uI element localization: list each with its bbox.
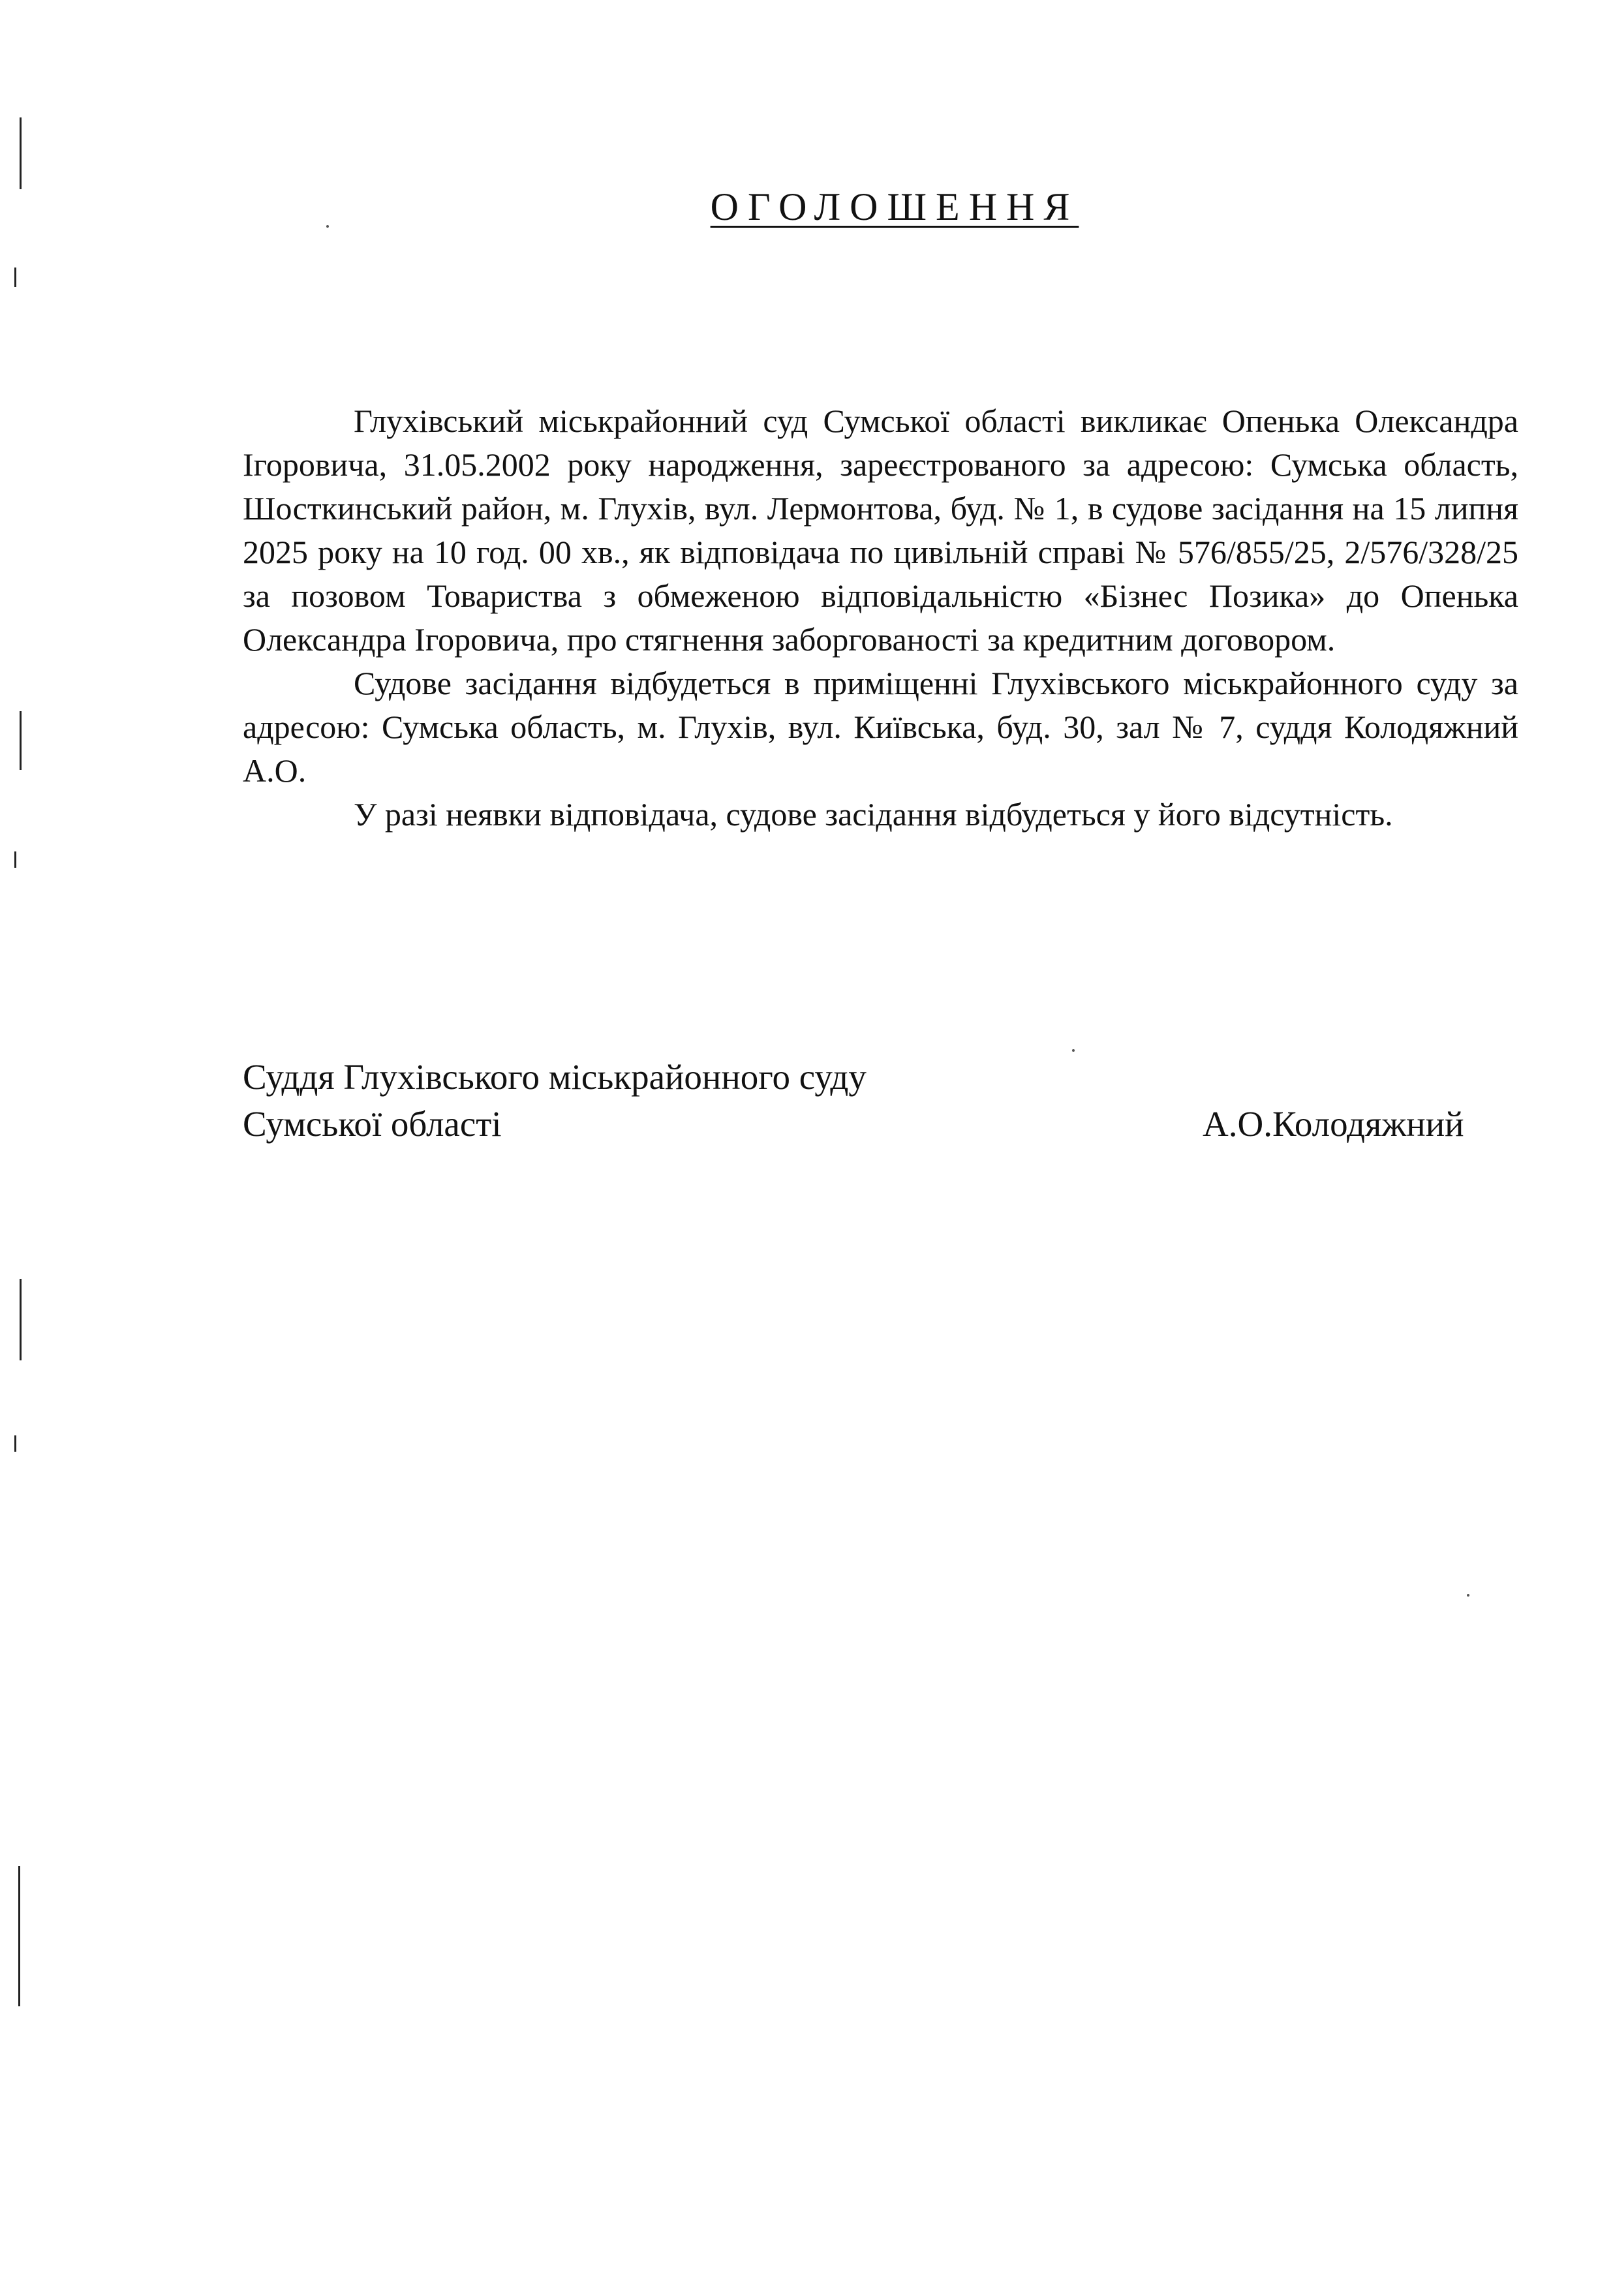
- scan-mark: [20, 711, 22, 770]
- scan-speck: [1467, 1594, 1469, 1597]
- document-title: ОГОЛОШЕННЯ: [710, 185, 1079, 228]
- scan-mark: [20, 117, 22, 189]
- scan-mark: [14, 1435, 16, 1452]
- signature-name: А.О.Колодяжний: [1203, 1104, 1464, 1144]
- scan-mark: [14, 268, 16, 287]
- scan-mark: [18, 1866, 20, 2006]
- signature-title-line: Сумської області: [243, 1104, 502, 1144]
- paragraph-absence-notice: У разі неявки відповідача, судове засідання відбудеться у його відсутність.: [354, 796, 1393, 833]
- document-body: [243, 399, 1518, 836]
- scan-speck: [1072, 1049, 1075, 1052]
- signature-title-line: Суддя Глухівського міськрайонного суду: [243, 1057, 867, 1097]
- paragraph-summons: Глухівський міськрайонний суд Сумської області викликає Опенька Олександра Ігоровича, 31.05.2002 року народження, зареєстрованого за адресою: Сумська область, Шосткинський район, м. Глухів, вул. Лермонтова, буд. № 1, в судове засідання на 15 липня 2025 року на 10 год. 00 хв., як відповідача по цивільній справі № 576/855/25, 2/576/328/25 за позовом Товариства з обмеженою відповідальністю «Бізнес Позика» до Опенька Олександра Ігоровича, про стягнення заборгованості за кредитним договором.: [243, 403, 1518, 658]
- paragraph-hearing-location: Судове засідання відбудеться в приміщенні Глухівського міськрайонного суду за адресою: Сумська область, м. Глухів, вул. Київська, буд. 30, зал № 7, суддя Колодяжний А.О.: [243, 665, 1518, 789]
- scan-mark: [14, 851, 16, 868]
- scan-mark: [20, 1279, 22, 1360]
- signature-block: [243, 1054, 867, 1148]
